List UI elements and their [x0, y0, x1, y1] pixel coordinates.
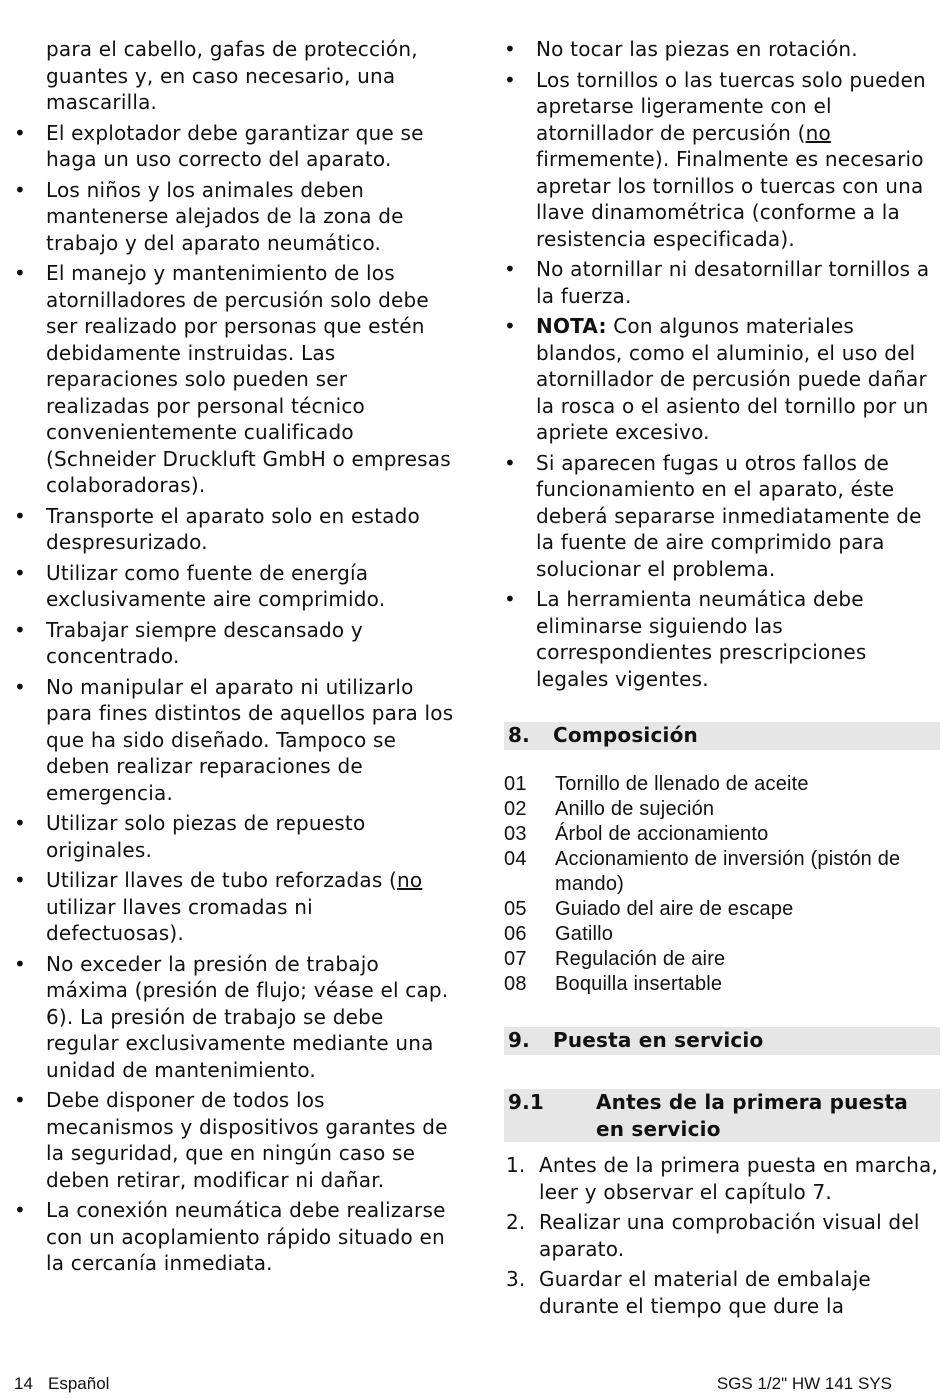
bullet-icon: • [14, 120, 26, 145]
bullet-icon: • [14, 868, 26, 892]
list-item-text: Debe disponer de todos los mecanismos y dispositivos garantes de la seguridad, que en ningún caso se deben retirar, modificar ni dañar. [46, 1088, 448, 1192]
list-item [504, 1152, 940, 1205]
emphasis-no: no [397, 868, 423, 892]
list-item [14, 617, 454, 670]
list-item [14, 560, 454, 613]
list-item [504, 897, 940, 922]
section-9-heading [504, 1027, 940, 1055]
list-item-text: El manejo y mantenimiento de los atornilladores de percusión solo debe ser realizado por personas que estén debidamente instruidas. Las reparaciones solo pueden ser realizadas por personal técnico convenientemente cualificado (Schneider Druckluft GmbH o empresas colaboradoras). [46, 261, 451, 497]
list-item [504, 36, 940, 63]
list-item-text: La conexión neumática debe realizarse con un acoplamiento rápido situado en la cercanía inmediata. [46, 1198, 446, 1275]
bullet-icon: • [14, 177, 26, 202]
list-item-text: firmemente). Finalmente es necesario apretar los tornillos o tuercas con una llave dinamométrica (conforme a la resistencia especificada). [536, 147, 924, 251]
list-item-text: para el cabello, gafas de protección, guantes y, en caso necesario, una mascarilla. [46, 37, 418, 114]
list-item [14, 120, 454, 173]
left-column [14, 36, 454, 1281]
item-number: 03 [504, 823, 527, 845]
list-item [504, 947, 940, 972]
list-item [14, 36, 454, 116]
section-8-heading [504, 722, 940, 750]
list-item [504, 822, 940, 847]
list-item-text: Utilizar como fuente de energía exclusivamente aire comprimido. [46, 560, 386, 611]
list-item [504, 972, 940, 997]
list-item [504, 1209, 940, 1262]
bullet-icon: • [504, 587, 516, 611]
safety-list-right [504, 36, 940, 692]
list-item-text: No manipular el aparato ni utilizarlo para fines distintos de aquellos para los que ha sido diseñado. Tampoco se deben realizar reparaciones de emergencia. [46, 674, 454, 805]
list-item-text: Trabajar siempre descansado y concentrado. [46, 617, 363, 668]
list-item [504, 450, 940, 583]
list-item [504, 922, 940, 947]
bullet-icon: • [14, 1198, 26, 1222]
bullet-icon: • [14, 674, 26, 699]
safety-list-left [14, 36, 454, 1277]
list-item [504, 797, 940, 822]
list-item [504, 847, 940, 897]
bullet-icon: • [14, 261, 26, 285]
bullet-icon: • [504, 67, 516, 92]
list-item [14, 810, 454, 863]
item-text: Tornillo de llenado de aceite [555, 773, 809, 795]
footer-model: SGS 1/2" HW 141 SYS [716, 1374, 892, 1393]
step-text: Guardar el material de embalaje durante el tiempo que dure la [539, 1267, 871, 1318]
bullet-icon: • [504, 37, 516, 61]
list-item [14, 260, 454, 499]
section-title: Composición [553, 723, 698, 747]
item-number: 07 [504, 948, 527, 970]
list-item [14, 177, 454, 257]
bullet-icon: • [14, 811, 26, 835]
list-item [14, 951, 454, 1084]
item-text: Boquilla insertable [555, 973, 723, 995]
list-item [14, 674, 454, 807]
list-item-text: Utilizar llaves de tubo reforzadas ( [46, 868, 398, 892]
step-number: 1. [506, 1153, 526, 1177]
item-text: Gatillo [555, 923, 614, 945]
item-number: 05 [504, 898, 527, 920]
step-text: Realizar una comprobación visual del aparato. [539, 1210, 920, 1261]
item-text: Árbol de accionamiento [555, 823, 769, 845]
item-number: 08 [504, 973, 527, 995]
list-item [504, 1266, 940, 1319]
list-item [504, 313, 940, 446]
bullet-icon: • [504, 257, 516, 281]
item-text: Anillo de sujeción [555, 798, 715, 820]
item-number: 06 [504, 923, 527, 945]
note-label: NOTA: [536, 314, 607, 338]
section-title: Puesta en servicio [553, 1028, 764, 1052]
item-text: Guiado del aire de escape [555, 898, 794, 920]
right-column [504, 36, 940, 1323]
step-number: 2. [506, 1210, 526, 1234]
step-text: Antes de la primera puesta en marcha, leer y observar el capítulo 7. [539, 1153, 939, 1204]
footer-language: Español [48, 1374, 110, 1393]
bullet-icon: • [14, 503, 26, 528]
item-number: 01 [504, 773, 527, 795]
section-number: 8. [508, 723, 530, 747]
bullet-icon: • [14, 560, 26, 585]
section-number: 9. [508, 1028, 530, 1052]
steps-list [504, 1152, 940, 1319]
item-text: Regulación de aire [555, 948, 726, 970]
section-9-1-heading [504, 1089, 940, 1142]
bullet-icon: • [14, 951, 26, 976]
list-item-text: Transporte el aparato solo en estado despresurizado. [46, 503, 420, 554]
list-item-text: La herramienta neumática debe eliminarse siguiendo las correspondientes prescripciones legales vigentes. [536, 587, 867, 691]
components-list [504, 772, 940, 997]
list-item-text: Con algunos materiales blandos, como el aluminio, el uso del atornillador de percusión puede dañar la rosca o el asiento del tornillo por un apriete excesivo. [536, 314, 929, 444]
item-number: 02 [504, 798, 527, 820]
section-title: Antes de la primera puesta en servicio [596, 1090, 908, 1141]
bullet-icon: • [504, 314, 516, 338]
list-item-text: No exceder la presión de trabajo máxima (presión de flujo; véase el cap. 6). La presión de trabajo se debe regular exclusivamente mediante una unidad de mantenimiento. [46, 951, 449, 1082]
list-item-text: Los tornillos o las tuercas solo pueden apretarse ligeramente con el atornillador de percusión ( [536, 67, 926, 145]
list-item-text: utilizar llaves cromadas ni defectuosas). [46, 894, 313, 945]
list-item-text: Los niños y los animales deben mantenerse alejados de la zona de trabajo y del aparato neumático. [46, 177, 404, 255]
list-item [14, 867, 454, 947]
list-item [504, 256, 940, 309]
item-number: 04 [504, 848, 527, 870]
item-text: Accionamiento de inversión (pistón de mando) [555, 848, 901, 895]
bullet-icon: • [504, 450, 516, 475]
step-number: 3. [506, 1267, 526, 1291]
list-item [14, 503, 454, 556]
list-item [504, 586, 940, 692]
list-item-text: Utilizar solo piezas de repuesto originales. [46, 811, 366, 862]
bullet-icon: • [14, 1088, 26, 1112]
page-number: 14 [14, 1374, 33, 1393]
list-item [504, 67, 940, 253]
list-item-text: Si aparecen fugas u otros fallos de funcionamiento en el aparato, éste deberá separarse inmediatamente de la fuente de aire comprimido para solucionar el problema. [536, 450, 922, 581]
emphasis-no: no [805, 120, 831, 145]
list-item-text: No atornillar ni desatornillar tornillos a la fuerza. [536, 257, 930, 308]
list-item [504, 772, 940, 797]
list-item [14, 1197, 454, 1277]
bullet-icon: • [14, 617, 26, 642]
list-item-text: El explotador debe garantizar que se haga un uso correcto del aparato. [46, 120, 424, 171]
list-item-text: No tocar las piezas en rotación. [536, 37, 858, 61]
section-number: 9.1 [508, 1090, 545, 1114]
list-item [14, 1087, 454, 1193]
